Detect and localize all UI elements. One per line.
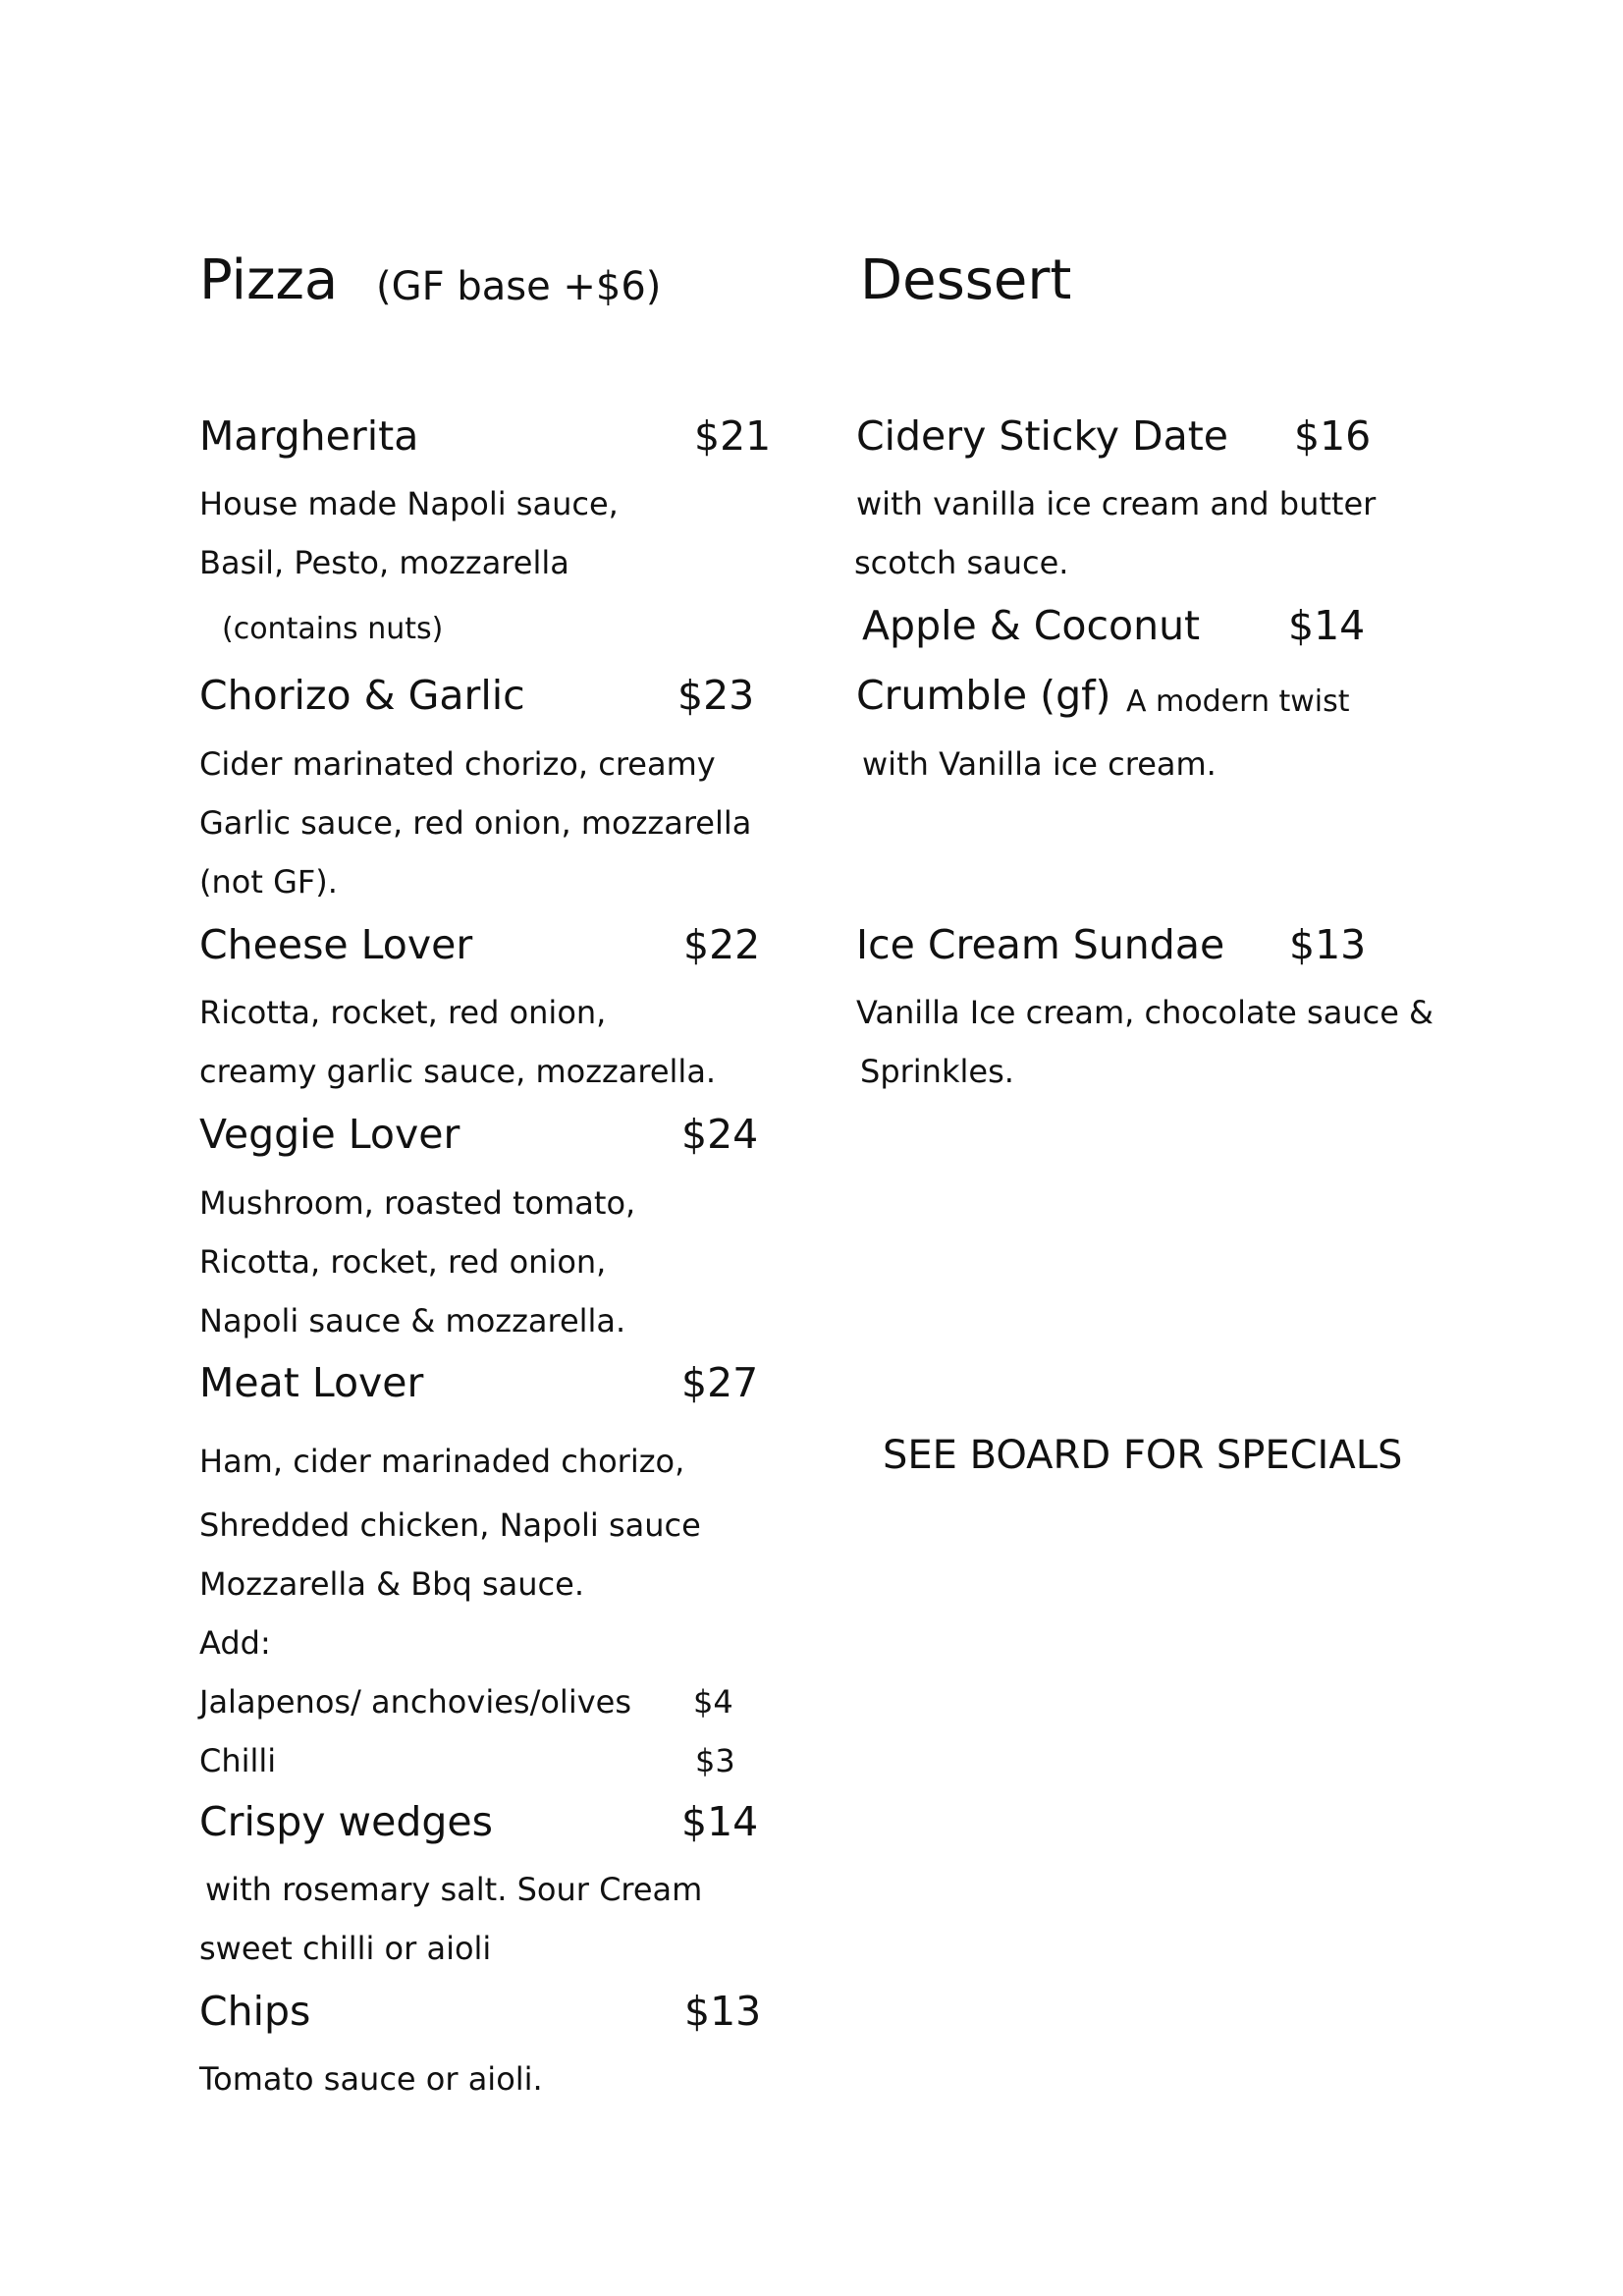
menu-item-inline-note: A modern twist — [1126, 684, 1350, 719]
menu-item-description: Tomato sauce or aioli. — [199, 2060, 543, 2098]
menu-item-name: Veggie Lover — [199, 1111, 460, 1158]
menu-item-price: $13 — [684, 1988, 762, 2035]
specials-notice: SEE BOARD FOR SPECIALS — [883, 1433, 1403, 1478]
menu-item-price: $21 — [694, 412, 772, 460]
menu-item-description: Ham, cider marinaded chorizo, — [199, 1443, 685, 1480]
menu-item-description: scotch sauce. — [854, 544, 1069, 581]
menu-item-description: Cider marinated chorizo, creamy — [199, 745, 716, 783]
menu-item-description: with Vanilla ice cream. — [862, 745, 1217, 783]
menu-item-description: Vanilla Ice cream, chocolate sauce & — [856, 994, 1434, 1031]
menu-item-name: Cidery Sticky Date — [856, 412, 1229, 460]
menu-item-price: $23 — [677, 672, 755, 719]
menu-item-name: Meat Lover — [199, 1359, 424, 1406]
menu-item-description: creamy garlic sauce, mozzarella. — [199, 1053, 717, 1090]
menu-item-description: Ricotta, rocket, red onion, — [199, 994, 607, 1031]
menu-item-description: Mushroom, roasted tomato, — [199, 1184, 636, 1222]
addon-price: $3 — [695, 1742, 735, 1779]
menu-item-name: Apple & Coconut — [862, 602, 1201, 649]
menu-item-description: (not GF). — [199, 863, 338, 901]
menu-item-description: Mozzarella & Bbq sauce. — [199, 1565, 584, 1603]
menu-item-price: $13 — [1289, 921, 1367, 968]
addon-name: Jalapenos/ anchovies/olives — [199, 1683, 631, 1721]
menu-item-description: Sprinkles. — [860, 1053, 1014, 1090]
menu-item-price: $14 — [1288, 602, 1366, 649]
menu-item-price: $22 — [683, 921, 761, 968]
menu-item-description: Garlic sauce, red onion, mozzarella — [199, 804, 752, 842]
menu-item-description: with rosemary salt. Sour Cream — [205, 1871, 703, 1908]
menu-item-price: $16 — [1294, 412, 1372, 460]
menu-item-description: Napoli sauce & mozzarella. — [199, 1302, 626, 1339]
pizza-section-title: Pizza — [199, 248, 339, 312]
menu-item-description: House made Napoli sauce, — [199, 485, 619, 522]
menu-item-price: $27 — [681, 1359, 759, 1406]
menu-item-name: Chips — [199, 1988, 311, 2035]
menu-item-name: Crumble (gf) — [856, 672, 1111, 719]
menu-item-name: Ice Cream Sundae — [856, 921, 1225, 968]
pizza-gf-note: (GF base +$6) — [376, 264, 662, 309]
addon-price: $4 — [693, 1683, 733, 1721]
menu-item-name: Cheese Lover — [199, 921, 473, 968]
menu-item-name: Margherita — [199, 412, 419, 460]
menu-item-description: sweet chilli or aioli — [199, 1930, 492, 1967]
menu-item-name: Crispy wedges — [199, 1798, 493, 1845]
addon-name: Chilli — [199, 1742, 277, 1779]
dessert-section-title: Dessert — [860, 248, 1072, 312]
menu-item-name: Chorizo & Garlic — [199, 672, 525, 719]
menu-item-price: $14 — [681, 1798, 759, 1845]
menu-item-price: $24 — [681, 1111, 759, 1158]
menu-item-description: Basil, Pesto, mozzarella — [199, 544, 569, 581]
addons-label: Add: — [199, 1624, 271, 1662]
menu-item-description: with vanilla ice cream and butter — [856, 485, 1377, 522]
menu-item-description: Ricotta, rocket, red onion, — [199, 1243, 607, 1281]
menu-item-description: Shredded chicken, Napoli sauce — [199, 1506, 701, 1544]
menu-item-description: (contains nuts) — [222, 612, 444, 646]
